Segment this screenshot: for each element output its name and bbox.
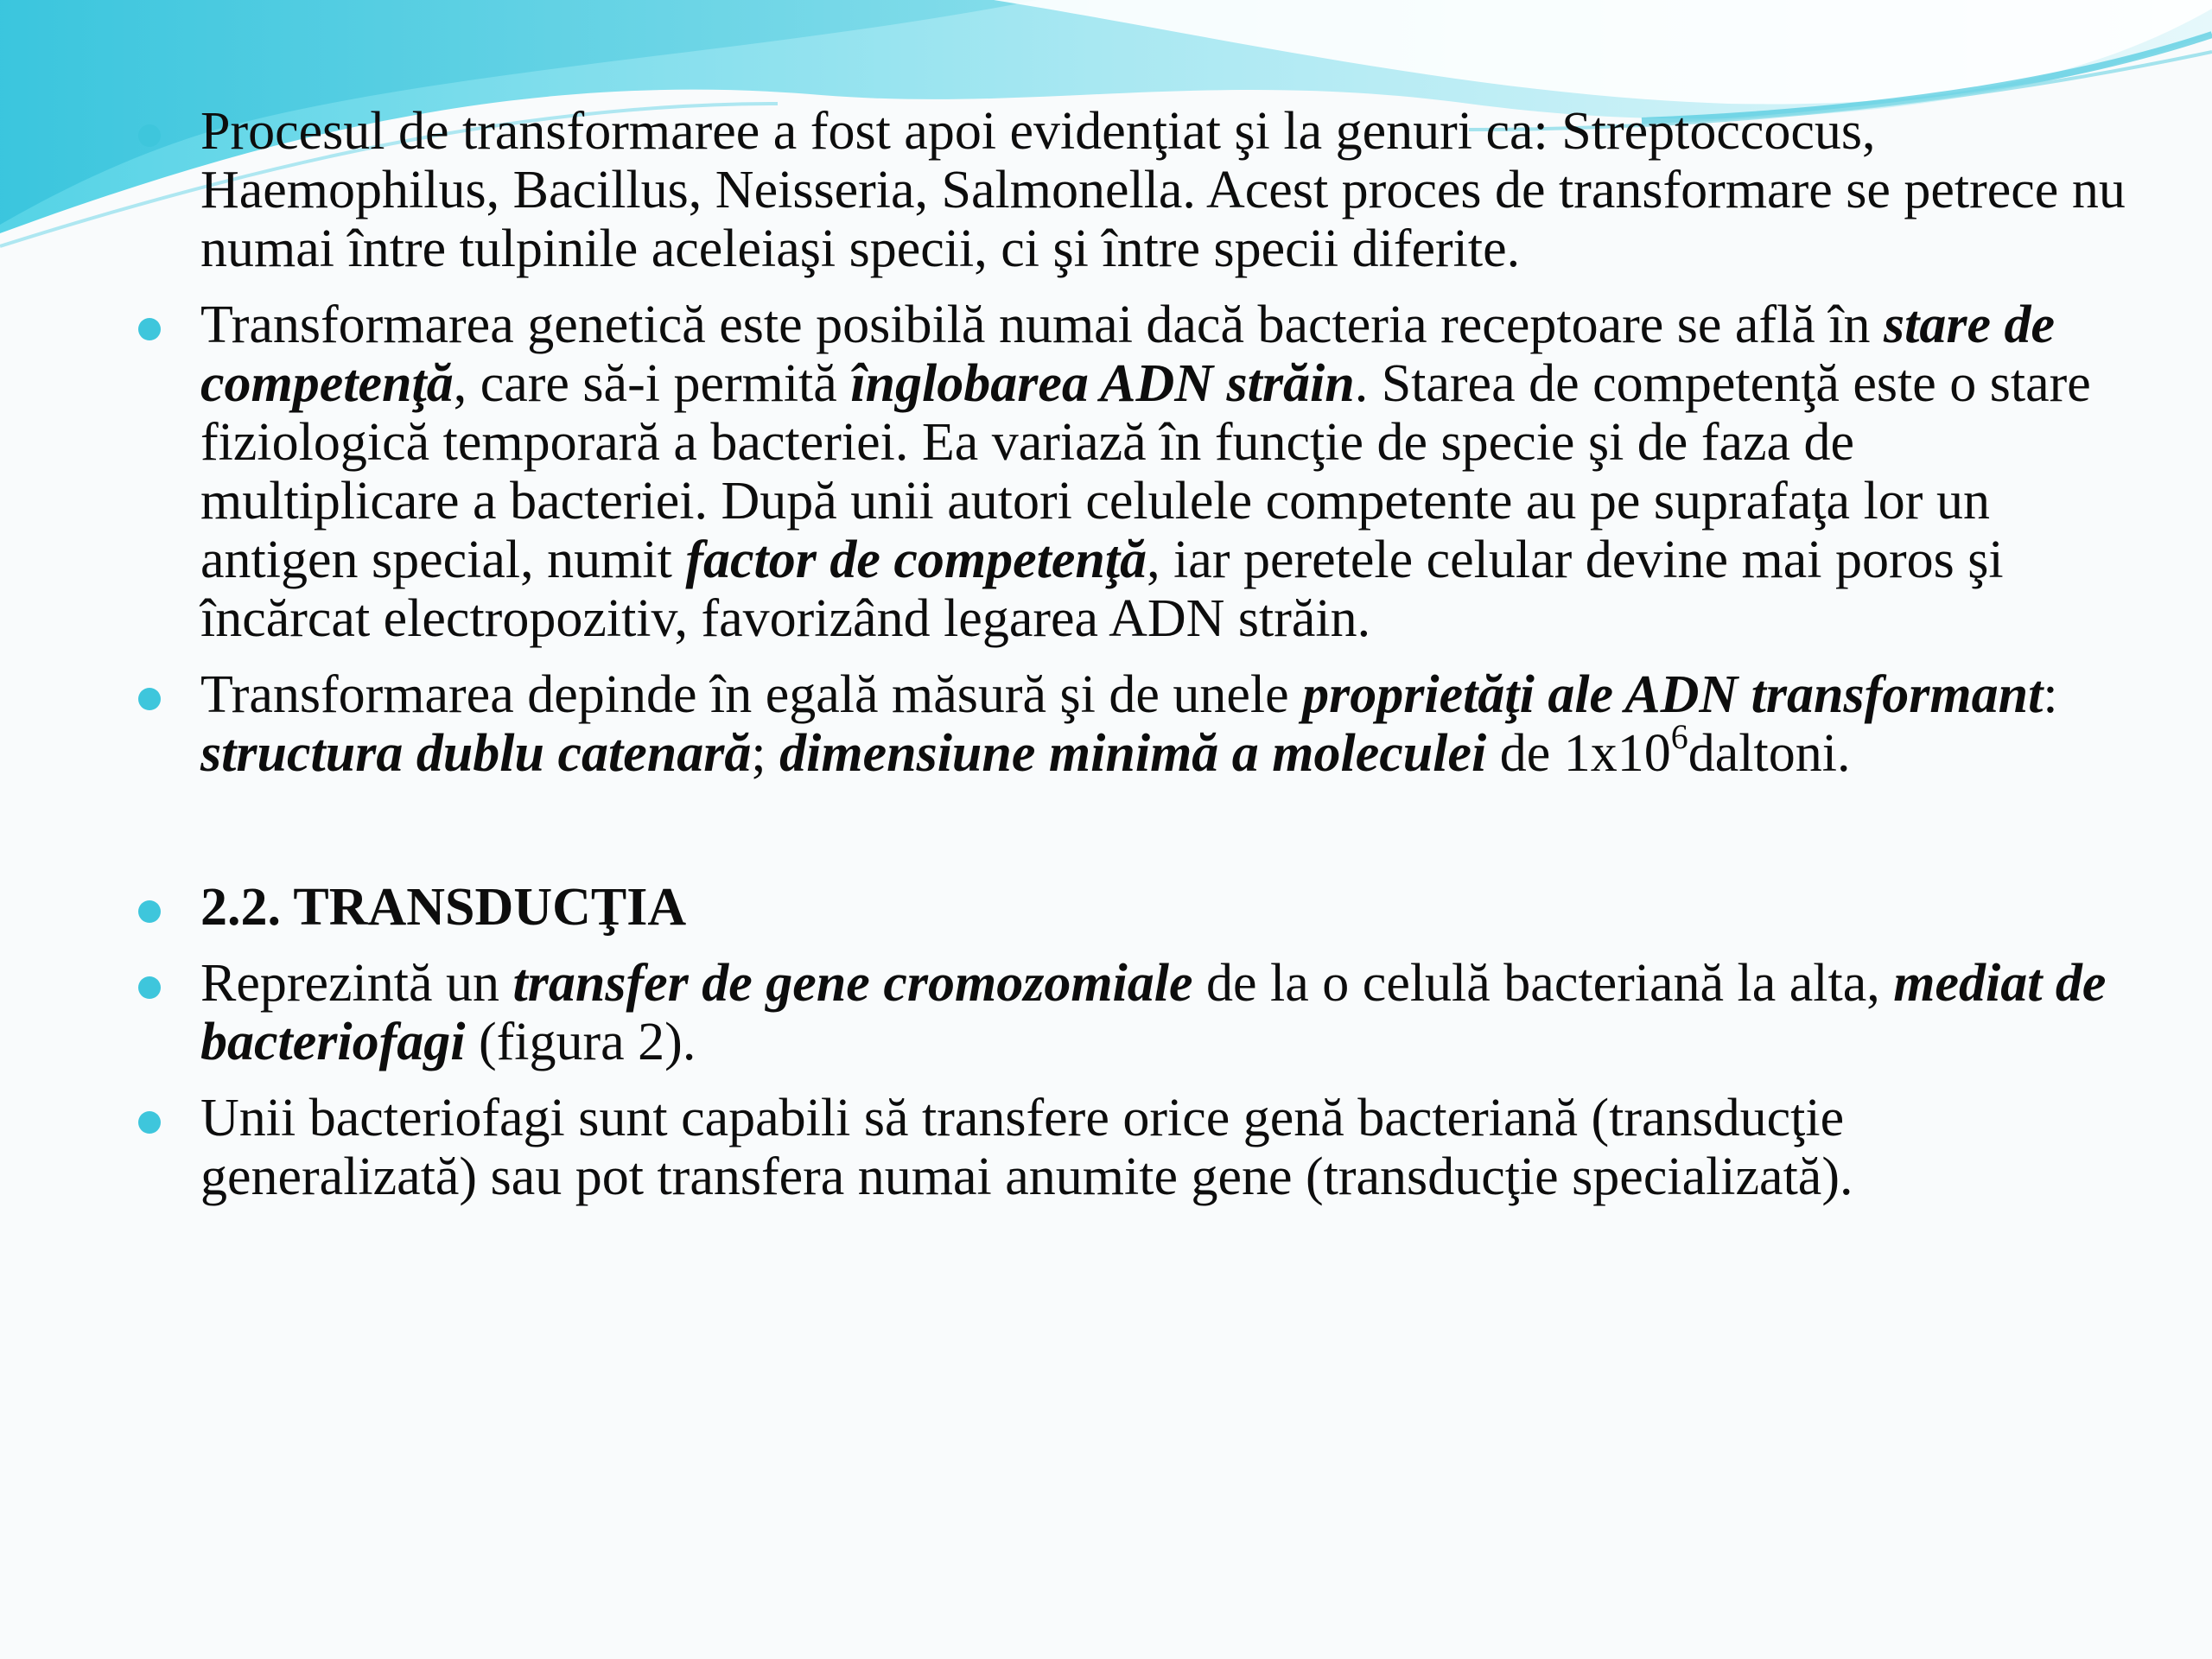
bullet-text-part: Transformarea depinde în egală măsură şi de unele bbox=[200, 665, 1303, 724]
bullet-dot-icon bbox=[138, 688, 161, 710]
bullet-item-competence bbox=[138, 296, 2126, 648]
bullet-dot-icon bbox=[138, 900, 161, 923]
bullet-text-part: ; bbox=[751, 724, 780, 783]
bullet-text-part: : bbox=[2043, 665, 2058, 724]
bullet-text-part: de 1x10 bbox=[1486, 724, 1671, 783]
bullet-text-part: Transformarea genetică este posibilă numai dacă bacteria receptoare se află în bbox=[200, 296, 1885, 354]
emphasis-text: mediat de bacteriofagi bbox=[200, 954, 2107, 1071]
superscript-exponent: 6 bbox=[1670, 717, 1688, 756]
bullet-list bbox=[138, 102, 2126, 1206]
emphasis-text: proprietăţi ale ADN transformant bbox=[1302, 665, 2044, 724]
bullet-text-part: . Starea de competenţă este o stare fiziologică temporară a bacteriei. Ea variază în funcţie de specie şi de faza de multiplicare a bacteriei. După unii autori celulele competente au pe suprafaţa lor un antigen special, numit bbox=[200, 354, 2091, 589]
bullet-text: Unii bacteriofagi sunt capabili să transfere orice genă bacteriană (transducţie generalizată) sau pot transfera numai anumite gene (transducţie specializată). bbox=[200, 1089, 1853, 1206]
emphasis-text: stare de competenţă bbox=[200, 296, 2056, 413]
bullet-text-part: (figura 2). bbox=[465, 1013, 696, 1071]
bullet-text-part: daltoni. bbox=[1688, 724, 1851, 783]
bullet-item-section-heading bbox=[138, 878, 2126, 937]
emphasis-text: transfer de gene cromozomiale bbox=[512, 954, 1193, 1013]
emphasis-text: înglobarea ADN străin bbox=[850, 354, 1355, 413]
bullet-text-part: , iar peretele celular devine mai poros şi încărcat electropozitiv, favorizând legarea ADN străin. bbox=[200, 531, 2004, 648]
emphasis-text: factor de competenţă bbox=[685, 531, 1147, 589]
bullet-dot-icon bbox=[138, 124, 161, 147]
bullet-item-dna-properties bbox=[138, 665, 2126, 783]
bullet-item-transduction-types bbox=[138, 1089, 2126, 1206]
bullet-item-transformation-genera bbox=[138, 102, 2126, 278]
slide-content bbox=[138, 102, 2126, 1224]
bullet-dot-icon bbox=[138, 1111, 161, 1134]
bullet-text-part: de la o celulă bacteriană la alta, bbox=[1192, 954, 1894, 1013]
bullet-text: Procesul de transformaree a fost apoi evidenţiat şi la genuri ca: Streptoccocus, Haemophilus, Bacillus, Neisseria, Salmonella. Acest proces de transformare se petrece nu numai între tulpinile aceleiaşi specii, ci şi între specii diferite. bbox=[200, 102, 2126, 278]
bullet-text-part: Reprezintă un bbox=[200, 954, 513, 1013]
bullet-dot-icon bbox=[138, 318, 161, 340]
emphasis-text: structura dublu catenară bbox=[200, 724, 752, 783]
bullet-text-part: , care să-i permită bbox=[453, 354, 851, 413]
section-heading: 2.2. TRANSDUCŢIA bbox=[200, 878, 687, 937]
emphasis-text: dimensiune minimă a moleculei bbox=[779, 724, 1487, 783]
bullet-dot-icon bbox=[138, 976, 161, 999]
bullet-item-transduction-definition bbox=[138, 954, 2126, 1071]
